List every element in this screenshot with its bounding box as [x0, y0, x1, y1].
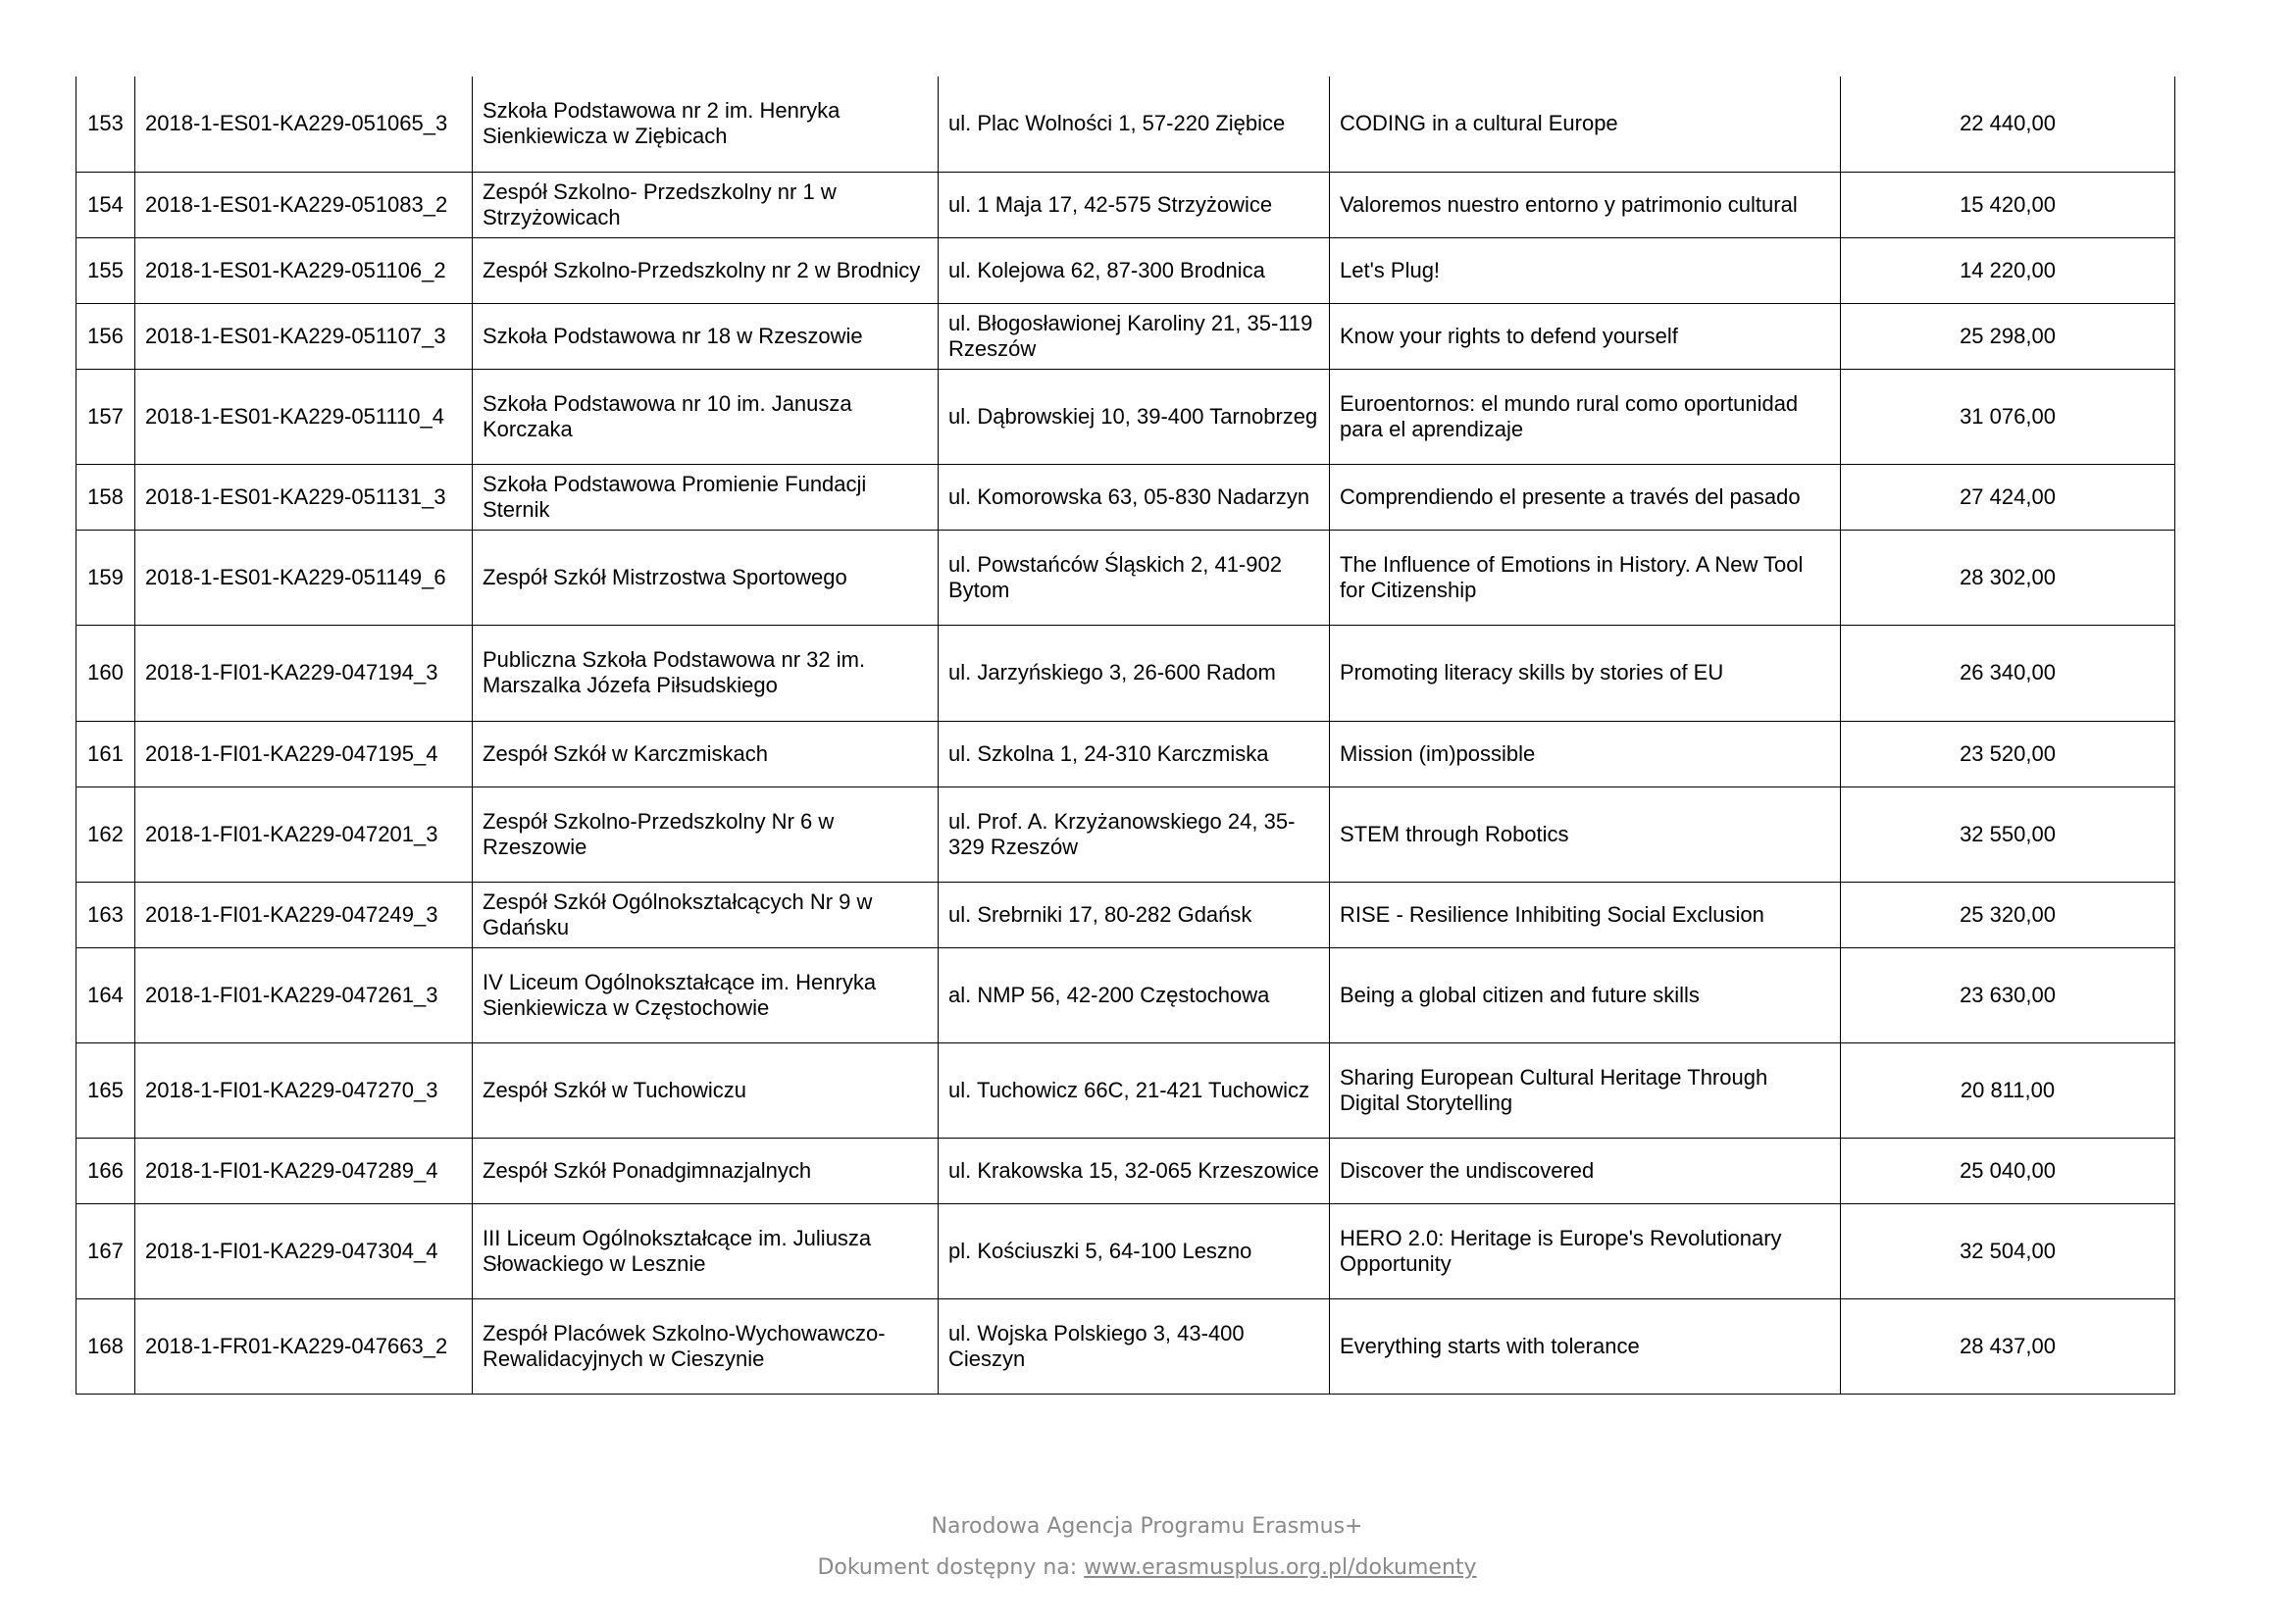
grant-amount: 26 340,00 — [1841, 625, 2175, 721]
school-address: ul. Krakowska 15, 32-065 Krzeszowice — [939, 1138, 1330, 1203]
project-title: Let's Plug! — [1330, 237, 1841, 303]
table-row — [76, 530, 2175, 625]
school-name: Zespół Szkolno-Przedszkolny nr 2 w Brodnicy — [473, 237, 939, 303]
school-name: IV Liceum Ogólnokształcące im. Henryka Sienkiewicza w Częstochowie — [473, 947, 939, 1042]
grants-table-body — [76, 76, 2175, 1394]
footer-availability — [0, 1548, 2294, 1589]
row-number: 155 — [76, 237, 135, 303]
project-code: 2018-1-ES01-KA229-051065_3 — [135, 76, 473, 172]
project-title: STEM through Robotics — [1330, 787, 1841, 882]
table-row — [76, 882, 2175, 947]
grant-amount: 25 320,00 — [1841, 882, 2175, 947]
row-number: 154 — [76, 172, 135, 237]
row-number: 162 — [76, 787, 135, 882]
row-number: 156 — [76, 303, 135, 369]
project-code: 2018-1-FI01-KA229-047201_3 — [135, 787, 473, 882]
row-number: 165 — [76, 1042, 135, 1138]
grant-amount: 22 440,00 — [1841, 76, 2175, 172]
row-number: 166 — [76, 1138, 135, 1203]
project-code: 2018-1-FR01-KA229-047663_2 — [135, 1298, 473, 1394]
grant-amount: 28 437,00 — [1841, 1298, 2175, 1394]
row-number: 167 — [76, 1203, 135, 1298]
table-row — [76, 464, 2175, 530]
grant-amount: 20 811,00 — [1841, 1042, 2175, 1138]
table-row — [76, 172, 2175, 237]
row-number: 163 — [76, 882, 135, 947]
table-row — [76, 1042, 2175, 1138]
school-name: Szkoła Podstawowa Promienie Fundacji Sternik — [473, 464, 939, 530]
school-address: pl. Kościuszki 5, 64-100 Leszno — [939, 1203, 1330, 1298]
project-code: 2018-1-FI01-KA229-047261_3 — [135, 947, 473, 1042]
school-name: Publiczna Szkoła Podstawowa nr 32 im. Marszalka Józefa Piłsudskiego — [473, 625, 939, 721]
school-name: Zespół Placówek Szkolno-Wychowawczo-Rewalidacyjnych w Cieszynie — [473, 1298, 939, 1394]
school-address: ul. Kolejowa 62, 87-300 Brodnica — [939, 237, 1330, 303]
grant-amount: 32 504,00 — [1841, 1203, 2175, 1298]
school-name: Zespół Szkolno- Przedszkolny nr 1 w Strzyżowicach — [473, 172, 939, 237]
school-name: Zespół Szkół w Karczmiskach — [473, 721, 939, 787]
table-row — [76, 76, 2175, 172]
project-title: Comprendiendo el presente a través del pasado — [1330, 464, 1841, 530]
school-address: ul. Błogosławionej Karoliny 21, 35-119 Rzeszów — [939, 303, 1330, 369]
row-number: 153 — [76, 76, 135, 172]
footer-available-label: Dokument dostępny na: — [817, 1555, 1085, 1580]
project-title: Know your rights to defend yourself — [1330, 303, 1841, 369]
school-address: ul. Dąbrowskiej 10, 39-400 Tarnobrzeg — [939, 369, 1330, 464]
row-number: 159 — [76, 530, 135, 625]
project-code: 2018-1-ES01-KA229-051110_4 — [135, 369, 473, 464]
grant-amount: 15 420,00 — [1841, 172, 2175, 237]
project-title: CODING in a cultural Europe — [1330, 76, 1841, 172]
project-title: Valoremos nuestro entorno y patrimonio cultural — [1330, 172, 1841, 237]
table-row — [76, 787, 2175, 882]
grant-amount: 31 076,00 — [1841, 369, 2175, 464]
project-title: Everything starts with tolerance — [1330, 1298, 1841, 1394]
project-title: Sharing European Cultural Heritage Through Digital Storytelling — [1330, 1042, 1841, 1138]
school-address: ul. Szkolna 1, 24-310 Karczmiska — [939, 721, 1330, 787]
school-name: Zespół Szkół Ponadgimnazjalnych — [473, 1138, 939, 1203]
school-address: ul. 1 Maja 17, 42-575 Strzyżowice — [939, 172, 1330, 237]
project-code: 2018-1-FI01-KA229-047249_3 — [135, 882, 473, 947]
school-name: III Liceum Ogólnokształcące im. Juliusza Słowackiego w Lesznie — [473, 1203, 939, 1298]
table-row — [76, 625, 2175, 721]
school-address: ul. Jarzyńskiego 3, 26-600 Radom — [939, 625, 1330, 721]
school-name: Szkoła Podstawowa nr 10 im. Janusza Korczaka — [473, 369, 939, 464]
project-title: Being a global citizen and future skills — [1330, 947, 1841, 1042]
row-number: 168 — [76, 1298, 135, 1394]
table-row — [76, 1298, 2175, 1394]
grant-amount: 23 630,00 — [1841, 947, 2175, 1042]
school-address: ul. Wojska Polskiego 3, 43-400 Cieszyn — [939, 1298, 1330, 1394]
table-row — [76, 369, 2175, 464]
row-number: 161 — [76, 721, 135, 787]
project-code: 2018-1-ES01-KA229-051131_3 — [135, 464, 473, 530]
grant-amount: 23 520,00 — [1841, 721, 2175, 787]
footer-agency-name: Narodowa Agencja Programu Erasmus+ — [931, 1514, 1363, 1539]
project-code: 2018-1-ES01-KA229-051107_3 — [135, 303, 473, 369]
grant-amount: 27 424,00 — [1841, 464, 2175, 530]
school-name: Szkoła Podstawowa nr 2 im. Henryka Sienkiewicza w Ziębicach — [473, 76, 939, 172]
school-address: ul. Plac Wolności 1, 57-220 Ziębice — [939, 76, 1330, 172]
project-code: 2018-1-FI01-KA229-047270_3 — [135, 1042, 473, 1138]
project-code: 2018-1-FI01-KA229-047304_4 — [135, 1203, 473, 1298]
school-address: al. NMP 56, 42-200 Częstochowa — [939, 947, 1330, 1042]
school-address: ul. Powstańców Śląskich 2, 41-902 Bytom — [939, 530, 1330, 625]
row-number: 158 — [76, 464, 135, 530]
project-title: HERO 2.0: Heritage is Europe's Revolutionary Opportunity — [1330, 1203, 1841, 1298]
table-row — [76, 1138, 2175, 1203]
row-number: 160 — [76, 625, 135, 721]
project-code: 2018-1-FI01-KA229-047289_4 — [135, 1138, 473, 1203]
page-footer — [0, 1506, 2294, 1589]
grant-amount: 28 302,00 — [1841, 530, 2175, 625]
table-row — [76, 237, 2175, 303]
grant-amount: 25 040,00 — [1841, 1138, 2175, 1203]
project-code: 2018-1-ES01-KA229-051106_2 — [135, 237, 473, 303]
project-title: Discover the undiscovered — [1330, 1138, 1841, 1203]
school-name: Zespół Szkolno-Przedszkolny Nr 6 w Rzeszowie — [473, 787, 939, 882]
school-address: ul. Tuchowicz 66C, 21-421 Tuchowicz — [939, 1042, 1330, 1138]
grant-amount: 32 550,00 — [1841, 787, 2175, 882]
project-title: Mission (im)possible — [1330, 721, 1841, 787]
school-address: ul. Komorowska 63, 05-830 Nadarzyn — [939, 464, 1330, 530]
school-name: Szkoła Podstawowa nr 18 w Rzeszowie — [473, 303, 939, 369]
project-title: Promoting literacy skills by stories of EU — [1330, 625, 1841, 721]
project-code: 2018-1-ES01-KA229-051149_6 — [135, 530, 473, 625]
grants-table — [76, 76, 2175, 1395]
school-name: Zespół Szkół w Tuchowiczu — [473, 1042, 939, 1138]
project-code: 2018-1-FI01-KA229-047195_4 — [135, 721, 473, 787]
table-row — [76, 947, 2175, 1042]
school-name: Zespół Szkół Mistrzostwa Sportowego — [473, 530, 939, 625]
project-title: Euroentornos: el mundo rural como oportunidad para el aprendizaje — [1330, 369, 1841, 464]
school-name: Zespół Szkół Ogólnokształcących Nr 9 w Gdańsku — [473, 882, 939, 947]
school-address: ul. Prof. A. Krzyżanowskiego 24, 35-329 Rzeszów — [939, 787, 1330, 882]
project-title: The Influence of Emotions in History. A New Tool for Citizenship — [1330, 530, 1841, 625]
project-code: 2018-1-ES01-KA229-051083_2 — [135, 172, 473, 237]
table-row — [76, 303, 2175, 369]
documents-link[interactable]: www.erasmusplus.org.pl/dokumenty — [1084, 1555, 1477, 1580]
row-number: 157 — [76, 369, 135, 464]
row-number: 164 — [76, 947, 135, 1042]
school-address: ul. Srebrniki 17, 80-282 Gdańsk — [939, 882, 1330, 947]
project-title: RISE - Resilience Inhibiting Social Exclusion — [1330, 882, 1841, 947]
grant-amount: 25 298,00 — [1841, 303, 2175, 369]
grant-amount: 14 220,00 — [1841, 237, 2175, 303]
table-row — [76, 721, 2175, 787]
table-row — [76, 1203, 2175, 1298]
project-code: 2018-1-FI01-KA229-047194_3 — [135, 625, 473, 721]
